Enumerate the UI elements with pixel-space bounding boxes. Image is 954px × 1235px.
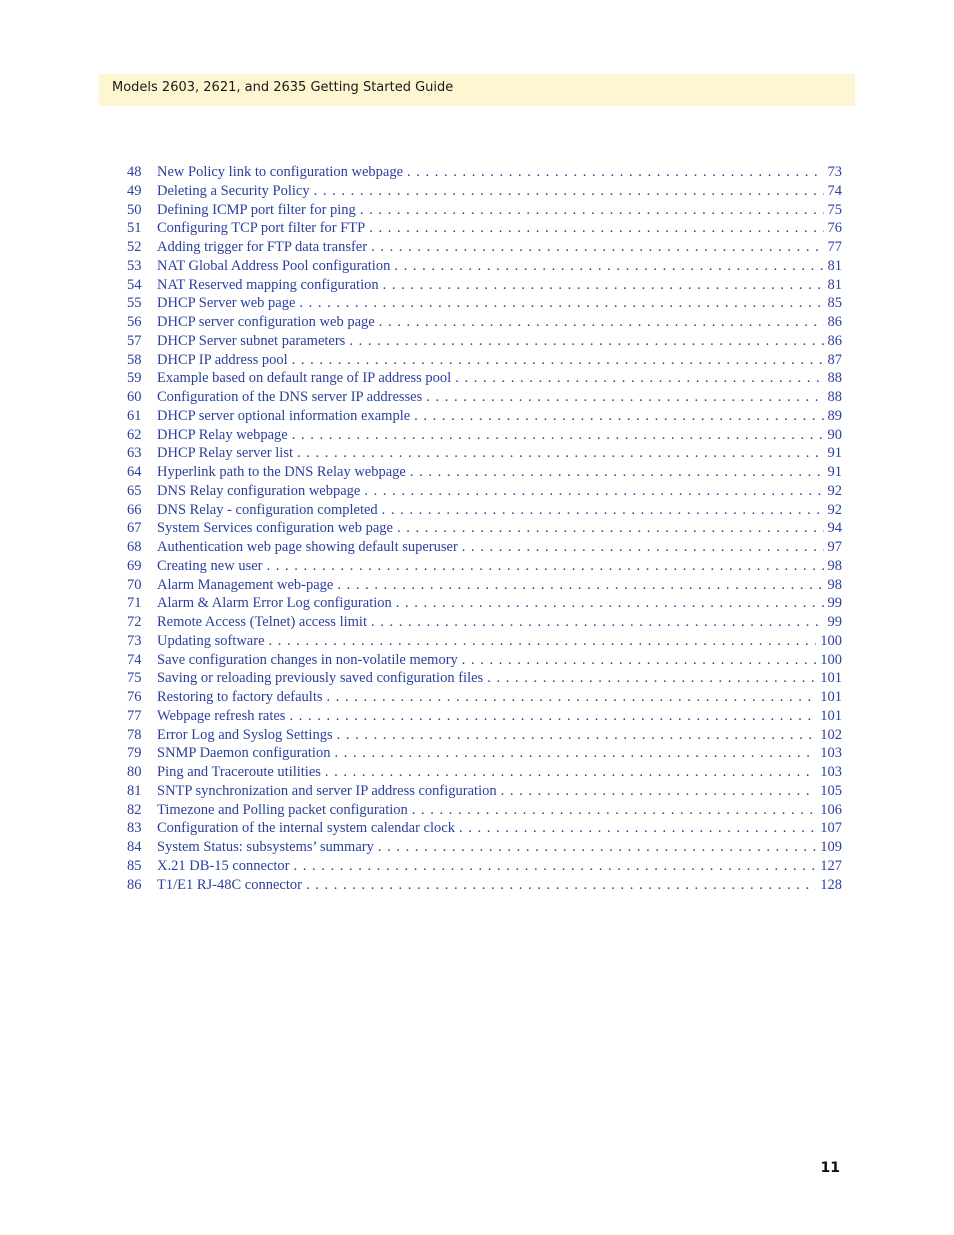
page-ref-link[interactable]: 89 — [827, 407, 842, 424]
figure-title-link[interactable]: Adding trigger for FTP data transfer — [157, 239, 368, 255]
dot-leader — [292, 351, 824, 370]
figure-number-text: 77 — [127, 707, 142, 724]
figure-number-text: 69 — [127, 557, 142, 574]
page-ref-link[interactable]: 91 — [827, 464, 842, 480]
figure-title-link[interactable]: NAT Reserved mapping configuration — [157, 276, 379, 293]
figure-number-text: 48 — [127, 164, 142, 180]
dot-leader — [371, 238, 823, 257]
figure-title-link[interactable]: NAT Global Address Pool configuration — [157, 257, 391, 274]
list-of-figures — [110, 163, 842, 894]
figure-number-text: 71 — [127, 595, 142, 612]
dot-leader — [293, 857, 816, 876]
toc-entry[interactable] — [110, 163, 842, 182]
figure-number-text: 52 — [127, 239, 142, 255]
dot-leader — [327, 688, 817, 707]
dot-leader — [459, 819, 816, 838]
page-ref-link[interactable]: 92 — [827, 482, 842, 499]
figure-number-text: 79 — [127, 745, 142, 762]
dot-leader — [360, 201, 824, 220]
page-ref-link[interactable]: 100 — [820, 632, 842, 649]
page-ref-link[interactable]: 73 — [827, 164, 842, 180]
toc-entry[interactable] — [110, 632, 842, 651]
page-ref-link[interactable]: 81 — [827, 257, 842, 274]
page-ref-link[interactable]: 92 — [827, 501, 842, 518]
figure-number-text: 55 — [127, 295, 142, 312]
toc-entry[interactable] — [110, 407, 842, 426]
page-ref-link[interactable]: 90 — [827, 426, 842, 443]
figure-number — [110, 294, 157, 313]
figure-number-text: 53 — [127, 257, 142, 274]
dot-leader — [426, 388, 823, 407]
figure-number-text: 68 — [127, 539, 142, 555]
toc-entry[interactable] — [110, 857, 842, 876]
figure-title-link[interactable]: DHCP Server web page — [157, 295, 296, 312]
page-ref-link[interactable]: 75 — [827, 201, 842, 218]
figure-number — [110, 613, 157, 632]
figure-number — [110, 538, 157, 557]
figure-title-link[interactable]: Saving or reloading previously saved configuration files — [157, 670, 484, 687]
dot-leader — [314, 182, 824, 201]
toc-entry[interactable] — [110, 557, 842, 576]
page-ref-link[interactable]: 94 — [827, 520, 842, 537]
figure-title-link[interactable]: Alarm Management web-page — [157, 576, 334, 593]
toc-entry[interactable] — [110, 651, 842, 670]
figure-number — [110, 482, 157, 501]
dot-leader — [501, 782, 817, 801]
page-ref-link[interactable]: 107 — [820, 820, 842, 837]
figure-title-link[interactable]: DNS Relay - configuration completed — [157, 501, 378, 518]
figure-number-text: 85 — [127, 857, 142, 874]
dot-leader — [379, 313, 824, 332]
page-ref-link[interactable]: 103 — [820, 764, 842, 780]
figure-number — [110, 219, 157, 238]
figure-number-text: 54 — [127, 276, 142, 293]
figure-number-text: 66 — [127, 501, 142, 518]
dot-leader — [378, 838, 816, 857]
dot-leader — [289, 707, 816, 726]
figure-number — [110, 744, 157, 763]
figure-number-text: 82 — [127, 801, 142, 818]
figure-number — [110, 276, 157, 295]
dot-leader — [364, 482, 823, 501]
figure-number — [110, 182, 157, 201]
toc-entry[interactable] — [110, 369, 842, 388]
page-ref-link[interactable]: 128 — [820, 876, 842, 893]
page-ref-link[interactable]: 87 — [827, 351, 842, 368]
figure-title-link[interactable]: New Policy link to configuration webpage — [157, 164, 404, 180]
page-ref-link[interactable]: 109 — [820, 839, 842, 855]
figure-title-link[interactable]: Defining ICMP port filter for ping — [157, 201, 356, 218]
dot-leader — [299, 294, 823, 313]
figure-number-text: 57 — [127, 332, 142, 349]
dot-leader — [292, 426, 824, 445]
figure-number-text: 86 — [127, 876, 142, 893]
dot-leader — [371, 613, 824, 632]
figure-number — [110, 332, 157, 351]
figure-number-text: 78 — [127, 726, 142, 743]
dot-leader — [394, 257, 823, 276]
figure-number — [110, 763, 157, 782]
figure-number-text: 60 — [127, 389, 142, 405]
dot-leader — [455, 369, 823, 388]
toc-entry[interactable] — [110, 463, 842, 482]
figure-number-text: 73 — [127, 632, 142, 649]
figure-number — [110, 369, 157, 388]
page-ref-link[interactable]: 88 — [827, 389, 842, 405]
figure-title-link[interactable]: Save configuration changes in non-volatile memory — [157, 651, 458, 668]
page-ref-link[interactable]: 74 — [827, 182, 842, 199]
toc-entry[interactable] — [110, 669, 842, 688]
dot-leader — [383, 276, 824, 295]
figure-number-text: 59 — [127, 370, 142, 387]
toc-entry[interactable] — [110, 294, 842, 313]
figure-title-link[interactable]: SNTP synchronization and server IP address configuration — [157, 782, 497, 799]
figure-number — [110, 257, 157, 276]
figure-number-text: 83 — [127, 820, 142, 837]
page-ref-link[interactable]: 98 — [827, 576, 842, 593]
figure-title-link[interactable]: Authentication web page showing default superuser — [157, 539, 458, 555]
figure-title-link[interactable]: DHCP Relay server list — [157, 445, 293, 462]
figure-title-link[interactable]: DNS Relay configuration webpage — [157, 482, 361, 499]
dot-leader — [487, 669, 816, 688]
figure-number — [110, 576, 157, 595]
toc-entry[interactable] — [110, 201, 842, 220]
page-ref-link[interactable]: 88 — [827, 370, 842, 387]
page-ref-link[interactable]: 99 — [827, 614, 842, 630]
figure-title-link[interactable]: SNMP Daemon configuration — [157, 745, 331, 762]
figure-title-link[interactable]: Hyperlink path to the DNS Relay webpage — [157, 464, 406, 480]
figure-number — [110, 557, 157, 576]
figure-title-link[interactable]: Example based on default range of IP address pool — [157, 370, 452, 387]
figure-number-text: 76 — [127, 689, 142, 705]
dot-leader — [334, 744, 816, 763]
figure-number — [110, 313, 157, 332]
running-header — [99, 74, 855, 106]
figure-number — [110, 819, 157, 838]
dot-leader — [349, 332, 823, 351]
figure-number — [110, 782, 157, 801]
figure-title-link[interactable]: X.21 DB-15 connector — [157, 857, 290, 874]
figure-number — [110, 351, 157, 370]
figure-number — [110, 238, 157, 257]
toc-entry[interactable] — [110, 707, 842, 726]
figure-number — [110, 163, 157, 182]
toc-entry[interactable] — [110, 519, 842, 538]
figure-number-text: 51 — [127, 220, 142, 237]
figure-number — [110, 407, 157, 426]
toc-entry[interactable] — [110, 538, 842, 557]
toc-entry[interactable] — [110, 744, 842, 763]
toc-entry[interactable] — [110, 276, 842, 295]
toc-entry[interactable] — [110, 182, 842, 201]
figure-title-link[interactable]: T1/E1 RJ-48C connector — [157, 876, 302, 893]
toc-entry[interactable] — [110, 482, 842, 501]
page-ref-link[interactable]: 81 — [827, 276, 842, 293]
figure-number-text: 62 — [127, 426, 142, 443]
page-ref-link[interactable]: 98 — [827, 557, 842, 574]
figure-title-link[interactable]: Creating new user — [157, 557, 263, 574]
figure-title-link[interactable]: DHCP IP address pool — [157, 351, 288, 368]
figure-title-link[interactable]: Deleting a Security Policy — [157, 182, 310, 199]
figure-number-text: 56 — [127, 314, 142, 330]
page-ref-link[interactable]: 102 — [820, 726, 842, 743]
dot-leader — [269, 632, 817, 651]
toc-entry[interactable] — [110, 688, 842, 707]
dot-leader — [337, 726, 817, 745]
page-ref-link[interactable]: 99 — [827, 595, 842, 612]
figure-number — [110, 519, 157, 538]
figure-number — [110, 444, 157, 463]
figure-title-link[interactable]: Error Log and Syslog Settings — [157, 726, 333, 743]
figure-number-text: 65 — [127, 482, 142, 499]
dot-leader — [410, 463, 824, 482]
figure-number — [110, 501, 157, 520]
dot-leader — [462, 538, 824, 557]
figure-number — [110, 801, 157, 820]
toc-entry[interactable] — [110, 763, 842, 782]
figure-number — [110, 201, 157, 220]
figure-number-text: 63 — [127, 445, 142, 462]
figure-title-link[interactable]: DHCP Relay webpage — [157, 426, 288, 443]
figure-number-text: 72 — [127, 614, 142, 630]
toc-entry[interactable] — [110, 238, 842, 257]
toc-entry[interactable] — [110, 726, 842, 745]
document-title: Models 2603, 2621, and 2635 Getting Started Guide — [112, 80, 454, 95]
figure-number — [110, 669, 157, 688]
figure-number — [110, 726, 157, 745]
figure-number — [110, 707, 157, 726]
page-ref-link[interactable]: 97 — [827, 539, 842, 555]
figure-number-text: 75 — [127, 670, 142, 687]
page-ref-link[interactable]: 100 — [820, 651, 842, 668]
page-ref-link[interactable]: 101 — [820, 670, 842, 687]
page-ref-link[interactable]: 85 — [827, 295, 842, 312]
page-ref-link[interactable]: 103 — [820, 745, 842, 762]
page-ref-link[interactable]: 86 — [827, 314, 842, 330]
figure-number-text: 64 — [127, 464, 142, 480]
figure-number-text: 50 — [127, 201, 142, 218]
figure-title-link[interactable]: Restoring to factory defaults — [157, 689, 323, 705]
page-ref-link[interactable]: 76 — [827, 220, 842, 237]
toc-entry[interactable] — [110, 594, 842, 613]
figure-title-link[interactable]: DHCP Server subnet parameters — [157, 332, 346, 349]
figure-number-text: 84 — [127, 839, 142, 855]
figure-title-link[interactable]: Configuration of the internal system calendar clock — [157, 820, 455, 837]
figure-number-text: 61 — [127, 407, 142, 424]
toc-entry[interactable] — [110, 426, 842, 445]
toc-entry[interactable] — [110, 388, 842, 407]
figure-number — [110, 426, 157, 445]
figure-number — [110, 388, 157, 407]
toc-entry[interactable] — [110, 313, 842, 332]
page-ref-link[interactable]: 77 — [827, 239, 842, 255]
page-ref-link[interactable]: 105 — [820, 782, 842, 799]
figure-number-text: 67 — [127, 520, 142, 537]
toc-entry[interactable] — [110, 801, 842, 820]
figure-title-link[interactable]: Configuration of the DNS server IP addresses — [157, 389, 423, 405]
figure-title-link[interactable]: Ping and Traceroute utilities — [157, 764, 321, 780]
dot-leader — [462, 651, 816, 670]
figure-title-link[interactable]: Remote Access (Telnet) access limit — [157, 614, 367, 630]
figure-number-text: 80 — [127, 764, 142, 780]
figure-title-link[interactable]: Updating software — [157, 632, 265, 649]
figure-number — [110, 463, 157, 482]
page-number: 11 — [820, 1160, 840, 1176]
page-ref-link[interactable]: 101 — [820, 689, 842, 705]
figure-title-link[interactable]: DHCP server optional information example — [157, 407, 411, 424]
toc-entry[interactable] — [110, 332, 842, 351]
figure-title-link[interactable]: Webpage refresh rates — [157, 707, 286, 724]
dot-leader — [267, 557, 824, 576]
dot-leader — [325, 763, 816, 782]
page-ref-link[interactable]: 127 — [820, 857, 842, 874]
figure-title-link[interactable]: Configuring TCP port filter for FTP — [157, 220, 366, 237]
page-ref-link[interactable]: 91 — [827, 445, 842, 462]
dot-leader — [369, 219, 823, 238]
figure-number — [110, 651, 157, 670]
figure-number-text: 70 — [127, 576, 142, 593]
toc-entry[interactable] — [110, 576, 842, 595]
figure-title-link[interactable]: Alarm & Alarm Error Log configuration — [157, 595, 392, 612]
toc-entry[interactable] — [110, 876, 842, 895]
toc-entry[interactable] — [110, 782, 842, 801]
toc-entry[interactable] — [110, 257, 842, 276]
figure-number — [110, 594, 157, 613]
page-ref-link[interactable]: 86 — [827, 332, 842, 349]
figure-title-link[interactable]: System Status: subsystems’ summary — [157, 839, 374, 855]
dot-leader — [337, 576, 823, 595]
figure-number — [110, 688, 157, 707]
figure-title-link[interactable]: DHCP server configuration web page — [157, 314, 375, 330]
figure-number — [110, 876, 157, 895]
page-ref-link[interactable]: 101 — [820, 707, 842, 724]
dot-leader — [412, 801, 817, 820]
dot-leader — [297, 444, 824, 463]
figure-title-link[interactable]: Timezone and Polling packet configuration — [157, 801, 408, 818]
figure-title-link[interactable]: System Services configuration web page — [157, 520, 393, 537]
dot-leader — [382, 501, 824, 520]
figure-number — [110, 632, 157, 651]
figure-number — [110, 857, 157, 876]
figure-number-text: 58 — [127, 351, 142, 368]
figure-number-text: 81 — [127, 782, 142, 799]
dot-leader — [306, 876, 816, 895]
figure-number-text: 74 — [127, 651, 142, 668]
toc-entry[interactable] — [110, 819, 842, 838]
dot-leader — [397, 519, 824, 538]
toc-entry[interactable] — [110, 219, 842, 238]
dot-leader — [396, 594, 824, 613]
toc-entry[interactable] — [110, 613, 842, 632]
page-ref-link[interactable]: 106 — [820, 801, 842, 818]
toc-entry[interactable] — [110, 444, 842, 463]
figure-number-text: 49 — [127, 182, 142, 199]
dot-leader — [407, 163, 823, 182]
toc-entry[interactable] — [110, 838, 842, 857]
dot-leader — [414, 407, 823, 426]
toc-entry[interactable] — [110, 501, 842, 520]
figure-number — [110, 838, 157, 857]
toc-entry[interactable] — [110, 351, 842, 370]
